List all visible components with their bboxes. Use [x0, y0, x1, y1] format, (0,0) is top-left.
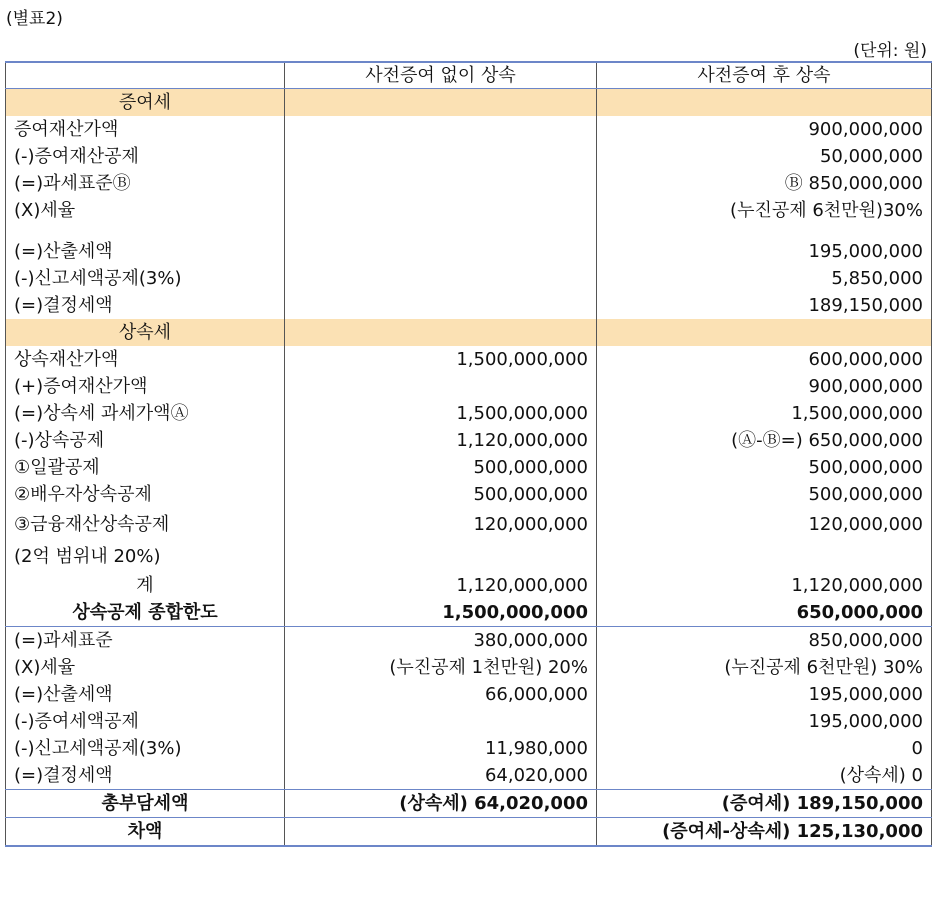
value-after-pregift: 120,000,000: [597, 508, 932, 540]
value-after-pregift: (누진공제 6천만원)30%: [597, 197, 932, 238]
table-row: [6, 400, 932, 427]
table-row: [6, 572, 932, 599]
table-row: [6, 627, 932, 655]
value-after-pregift: 50,000,000: [597, 143, 932, 170]
value-no-pregift: [285, 265, 597, 292]
value-no-pregift: [285, 197, 597, 238]
row-label: ②배우자상속공제: [6, 481, 285, 508]
row-label: 차액: [6, 818, 285, 847]
value-after-pregift: (증여세) 189,150,000: [597, 790, 932, 818]
table-row: [6, 170, 932, 197]
value-no-pregift: [285, 708, 597, 735]
value-after-pregift: 1,500,000,000: [597, 400, 932, 427]
row-label: (-)증여재산공제: [6, 143, 285, 170]
value-no-pregift: 120,000,000: [285, 508, 597, 540]
row-label: ③금융재산상속공제: [6, 508, 285, 540]
table-row: [6, 454, 932, 481]
table-row: [6, 265, 932, 292]
value-after-pregift: 600,000,000: [597, 346, 932, 373]
value-after-pregift: 195,000,000: [597, 681, 932, 708]
row-label: ①일괄공제: [6, 454, 285, 481]
section-blank: [597, 89, 932, 117]
row-label: (-)증여세액공제: [6, 708, 285, 735]
section-label: 증여세: [6, 89, 285, 117]
value-no-pregift: 11,980,000: [285, 735, 597, 762]
header-no-pregift: 사전증여 없이 상속: [285, 62, 597, 89]
value-no-pregift: [285, 116, 597, 143]
row-label: (=)과세표준Ⓑ: [6, 170, 285, 197]
value-after-pregift: [597, 540, 932, 572]
gift-tax-section-row: [6, 89, 932, 117]
value-no-pregift: 500,000,000: [285, 481, 597, 508]
value-no-pregift: 1,500,000,000: [285, 400, 597, 427]
table-row: [6, 427, 932, 454]
row-label: (=)상속세 과세가액Ⓐ: [6, 400, 285, 427]
difference-row: [6, 818, 932, 847]
value-after-pregift: 5,850,000: [597, 265, 932, 292]
row-label: (2억 범위내 20%): [6, 540, 285, 572]
value-no-pregift: (누진공제 1천만원) 20%: [285, 654, 597, 681]
value-after-pregift: Ⓑ 850,000,000: [597, 170, 932, 197]
value-after-pregift: (Ⓐ-Ⓑ=) 650,000,000: [597, 427, 932, 454]
row-label: (X)세율: [6, 654, 285, 681]
section-label: 상속세: [6, 319, 285, 346]
table-row: [6, 540, 932, 572]
row-label: 총부담세액: [6, 790, 285, 818]
row-label: (-)신고세액공제(3%): [6, 735, 285, 762]
row-label: 증여재산가액: [6, 116, 285, 143]
value-after-pregift: 850,000,000: [597, 627, 932, 655]
table-row: [6, 373, 932, 400]
row-label: (=)산출세액: [6, 681, 285, 708]
value-after-pregift: 650,000,000: [597, 599, 932, 627]
table-row: [6, 346, 932, 373]
table-row: [6, 708, 932, 735]
value-after-pregift: 195,000,000: [597, 708, 932, 735]
value-after-pregift: (증여세-상속세) 125,130,000: [597, 818, 932, 847]
value-no-pregift: [285, 373, 597, 400]
table-row: [6, 197, 932, 238]
table-row: [6, 292, 932, 319]
value-after-pregift: 900,000,000: [597, 116, 932, 143]
row-label: (+)증여재산가액: [6, 373, 285, 400]
header-after-pregift: 사전증여 후 상속: [597, 62, 932, 89]
table-row: [6, 116, 932, 143]
value-after-pregift: 500,000,000: [597, 454, 932, 481]
value-no-pregift: 64,020,000: [285, 762, 597, 790]
section-blank: [285, 319, 597, 346]
row-label: (=)결정세액: [6, 292, 285, 319]
table-caption: (별표2): [6, 9, 63, 29]
unit-label: (단위: 원): [853, 41, 927, 61]
inheritance-tax-section-row: [6, 319, 932, 346]
tax-comparison-table: [5, 61, 932, 847]
value-after-pregift: 900,000,000: [597, 373, 932, 400]
value-no-pregift: [285, 540, 597, 572]
value-after-pregift: 189,150,000: [597, 292, 932, 319]
table-row: [6, 481, 932, 508]
value-after-pregift: 500,000,000: [597, 481, 932, 508]
value-no-pregift: 1,120,000,000: [285, 572, 597, 599]
table-row: [6, 143, 932, 170]
table-row: [6, 238, 932, 265]
row-label: (X)세율: [6, 197, 285, 238]
value-no-pregift: [285, 143, 597, 170]
table-row: [6, 735, 932, 762]
value-no-pregift: 500,000,000: [285, 454, 597, 481]
section-blank: [597, 319, 932, 346]
value-no-pregift: 1,500,000,000: [285, 346, 597, 373]
row-label: (=)결정세액: [6, 762, 285, 790]
row-label: (-)상속공제: [6, 427, 285, 454]
value-no-pregift: [285, 170, 597, 197]
table-row: [6, 654, 932, 681]
table-row: [6, 762, 932, 790]
table-header-row: [6, 62, 932, 89]
value-after-pregift: (누진공제 6천만원) 30%: [597, 654, 932, 681]
row-label: (=)산출세액: [6, 238, 285, 265]
table-row: [6, 681, 932, 708]
row-label: (=)과세표준: [6, 627, 285, 655]
section-blank: [285, 89, 597, 117]
row-label: 상속공제 종합한도: [6, 599, 285, 627]
value-after-pregift: (상속세) 0: [597, 762, 932, 790]
value-after-pregift: 195,000,000: [597, 238, 932, 265]
row-label: (-)신고세액공제(3%): [6, 265, 285, 292]
value-no-pregift: 1,500,000,000: [285, 599, 597, 627]
value-no-pregift: (상속세) 64,020,000: [285, 790, 597, 818]
value-no-pregift: 380,000,000: [285, 627, 597, 655]
value-no-pregift: [285, 818, 597, 847]
value-no-pregift: 66,000,000: [285, 681, 597, 708]
value-after-pregift: 0: [597, 735, 932, 762]
total-tax-row: [6, 790, 932, 818]
table-row: [6, 508, 932, 540]
value-no-pregift: [285, 238, 597, 265]
row-label: 계: [6, 572, 285, 599]
row-label: 상속재산가액: [6, 346, 285, 373]
header-blank: [6, 62, 285, 89]
value-no-pregift: 1,120,000,000: [285, 427, 597, 454]
value-no-pregift: [285, 292, 597, 319]
value-after-pregift: 1,120,000,000: [597, 572, 932, 599]
table-row: [6, 599, 932, 627]
